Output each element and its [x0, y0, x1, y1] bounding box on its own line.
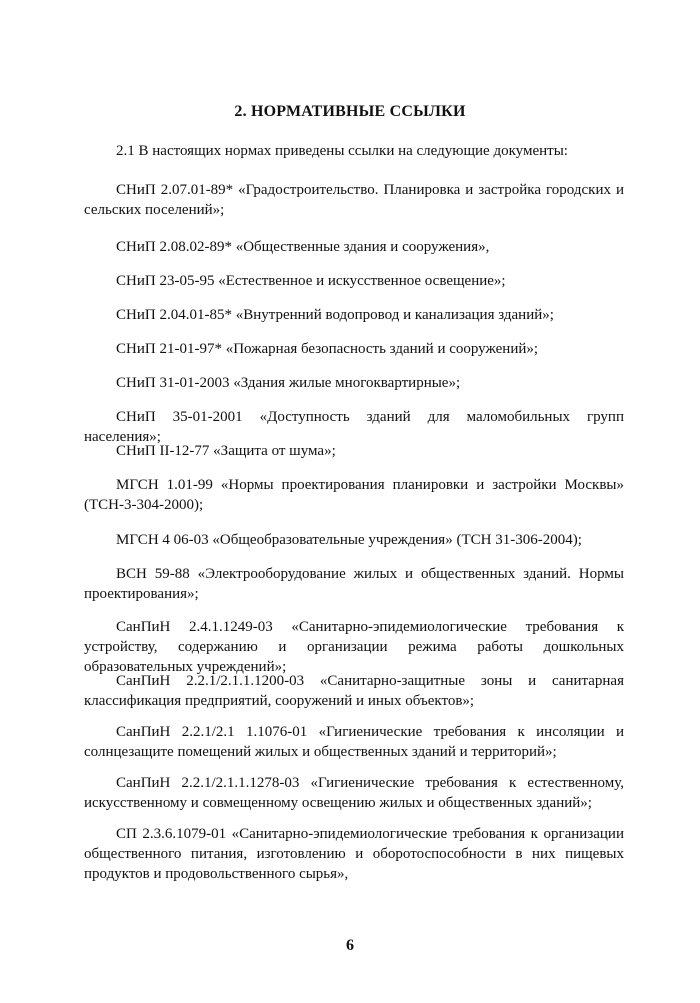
reference-item: СНиП 21-01-97* «Пожарная безопасность зданий и сооружений»;: [116, 341, 539, 357]
section-title: 2. НОРМАТИВНЫЕ ССЫЛКИ: [234, 103, 466, 120]
reference-item: СНиП 35-01-2001 «Доступность зданий для маломобильных групп населения»;: [84, 409, 624, 445]
reference-item: ВСН 59-88 «Электрооборудование жилых и общественных зданий. Нормы проектирования»;: [84, 566, 624, 602]
reference-item: СНиП 2.07.01-89* «Градостроительство. Планировка и застройка городских и сельских поселений»;: [84, 182, 624, 218]
reference-item: СанПиН 2.2.1/2.1.1.1200-03 «Санитарно-защитные зоны и санитарная классификация предприятий, сооружений и иных объектов»;: [84, 673, 624, 709]
reference-item: СНиП II-12-77 «Защита от шума»;: [116, 443, 336, 459]
reference-item: МГСН 1.01-99 «Нормы проектирования планировки и застройки Москвы» (ТСН-3-304-2000);: [84, 477, 624, 513]
page-number: 6: [346, 937, 354, 954]
reference-item: МГСН 4 06-03 «Общеобразовательные учреждения» (ТСН 31-306-2004);: [116, 532, 582, 548]
reference-item: СНиП 2.04.01-85* «Внутренний водопровод и канализация зданий»;: [116, 307, 554, 323]
reference-item: СНиП 23-05-95 «Естественное и искусственное освещение»;: [116, 273, 506, 289]
intro-paragraph: 2.1 В настоящих нормах приведены ссылки на следующие документы:: [116, 143, 568, 159]
reference-item: СП 2.3.6.1079-01 «Санитарно-эпидемиологические требования к организации общественного питания, изготовлению и оборотоспособности в них пищевых продуктов и продовольственного сырья»,: [84, 826, 624, 882]
reference-item: СНиП 2.08.02-89* «Общественные здания и сооружения»,: [116, 239, 490, 255]
reference-item: СанПиН 2.2.1/2.1.1.1278-03 «Гигиенические требования к естественному, искусственному и совмещенному освещению жилых и общественных зданий»;: [84, 775, 624, 811]
reference-item: СанПиН 2.2.1/2.1 1.1076-01 «Гигиенические требования к инсоляции и солнцезащите помещений жилых и общественных зданий и территорий»;: [84, 724, 624, 760]
reference-item: СНиП 31-01-2003 «Здания жилые многоквартирные»;: [116, 375, 461, 391]
reference-item: СанПиН 2.4.1.1249-03 «Санитарно-эпидемиологические требования к устройству, содержанию и организации режима работы дошкольных образовательных учреждений»;: [84, 619, 624, 675]
